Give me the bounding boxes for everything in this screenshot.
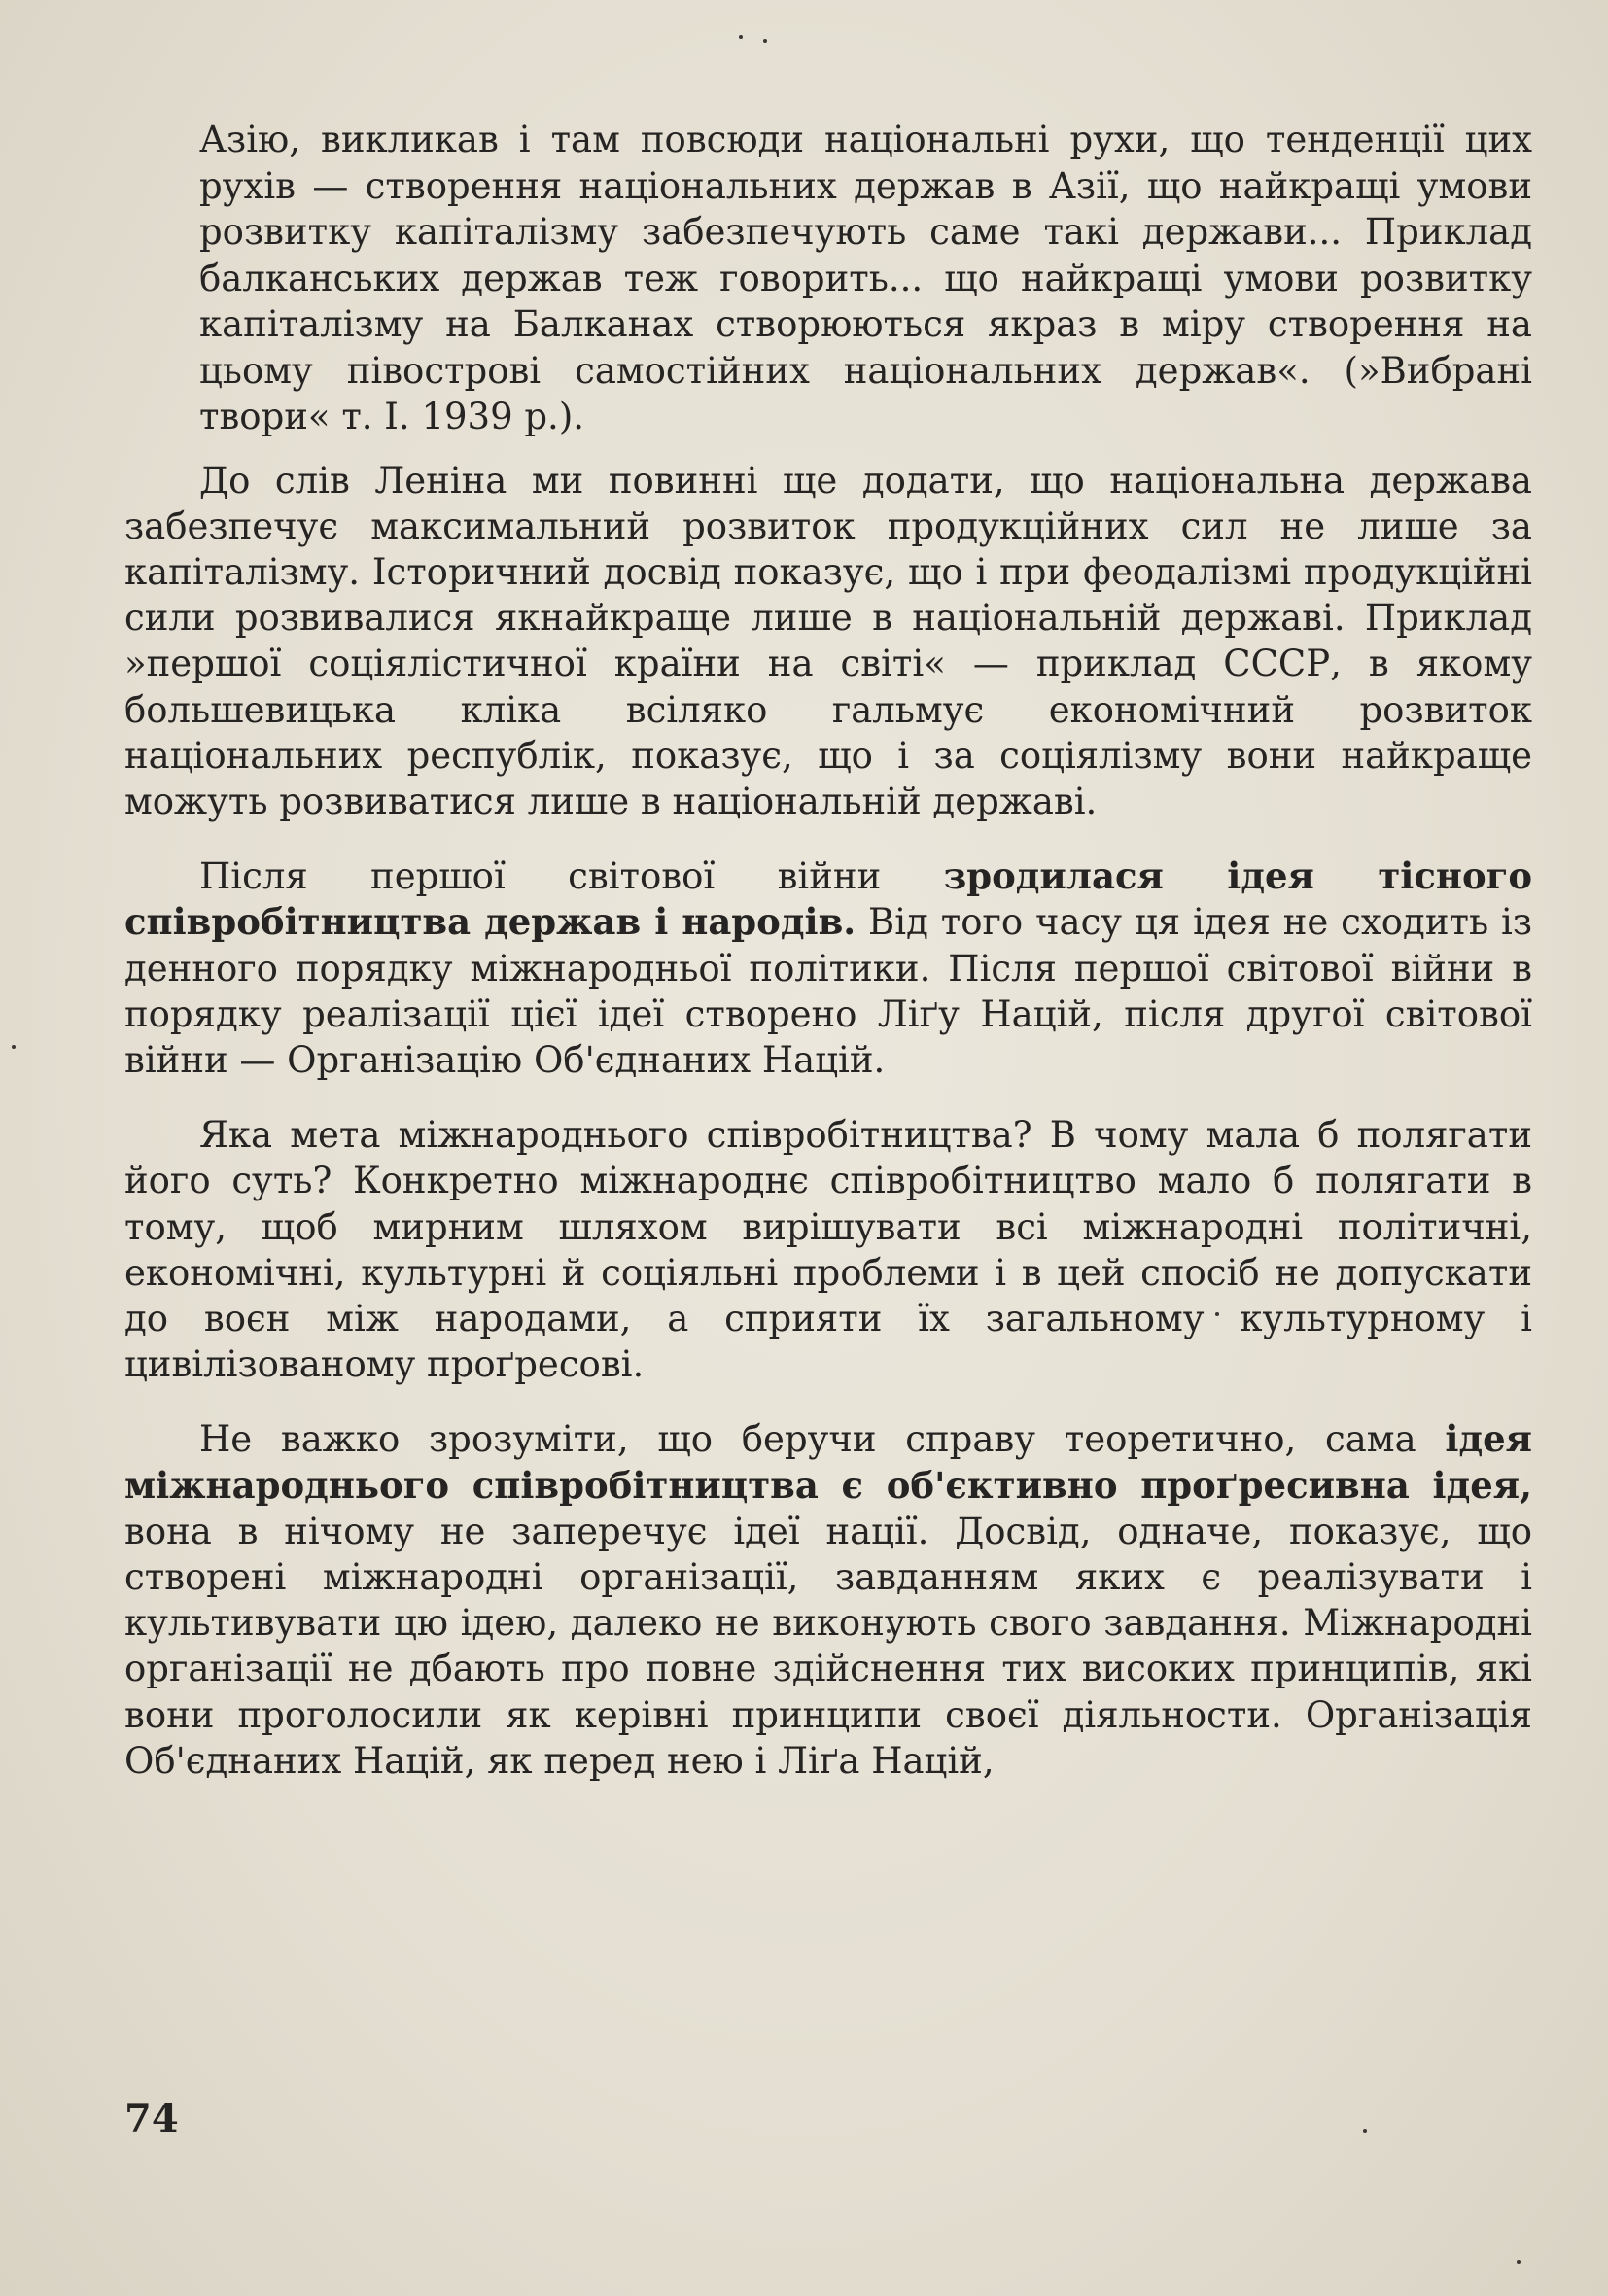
dust-speck [739,35,743,39]
dust-speck [12,1045,16,1049]
page-text-column [124,117,1532,1813]
paragraph [124,1416,1532,1784]
paragraph-text: вона в нічому не заперечує ідеї нації. Досвід, одначе, показує, що створені міжнародні організації, завданням яких є реалізувати і культивувати цю ідею, далеко не виконують свого завдання. Міжнародні організації не дбають про повне здійснення тих високих принципів, які вони проголосили як керівні принципи своєї діяльности. Організація Об'єднаних Націй, як перед нею і Ліґа Націй, [124,1510,1532,1782]
paragraph-text: Яка мета міжнароднього співробітництва? В чому мала б полягати його суть? Конкретно міжнароднє співробітництво мало б полягати в тому, щоб мирним шляхом вирішувати всі міжнародні політичні, економічні, культурні й соціяльні проблеми і в цей спосіб не допускати до воєн між народами, а сприяти їх загальному культурному і цивілізованому проґресові. [124,1114,1532,1386]
paragraph [124,458,1532,825]
emphasis-bold: зродилася ідея тісного співробітництва держав і народів. [124,854,1532,944]
paragraph [124,1112,1532,1387]
dust-speck [763,39,767,43]
emphasis-bold: ідея міжнароднього співробітництва є об'єктивно проґресивна ідея, [124,1417,1532,1507]
paragraph-text: Не важко зрозуміти, що беручи справу теоретично, сама [199,1418,1446,1461]
paragraph-text: До слів Леніна ми повинні ще додати, що національна держава забезпечує максимальний розвиток продукційних сил не лише за капіталізму. Історичний досвід показує, що і при феодалізмі продукційні сили розвивалися якнайкраще лише в національній державі. Приклад »першої соціялістичної країни на світі« — приклад СССР, в якому большевицька кліка всіляко гальмує економічний розвиток національних республік, показує, що і за соціялізму вони найкраще можуть розвиватися лише в національній державі. [124,459,1532,822]
paragraph-text: Після першої світової війни [199,855,944,898]
quotation-text: Азію, викликав і там повсюди національні рухи, що тенденції цих рухів — створення національних держав в Азії, що найкращі умови розвитку капіталізму забезпечують саме такі держави... Приклад балканських держав теж говорить... що найкращі умови розвитку капіталізму на Балканах створюються якраз в міру створення на цьому півострові самостійних національних держав«. (»Вибрані твори« т. І. 1939 р.). [199,119,1532,437]
dust-speck [1363,2129,1367,2133]
paragraph-text: Від того часу ця ідея не сходить із денного порядку міжнародньої політики. Після першої світової війни в порядку реалізації цієї ідеї створено Ліґу Націй, після другої світової війни — Організацію Об'єднаних Націй. [124,901,1533,1081]
paragraph [124,853,1532,1083]
dust-speck [1517,2260,1521,2264]
lenin-quotation [199,117,1532,440]
page-number: 74 [124,2096,179,2141]
